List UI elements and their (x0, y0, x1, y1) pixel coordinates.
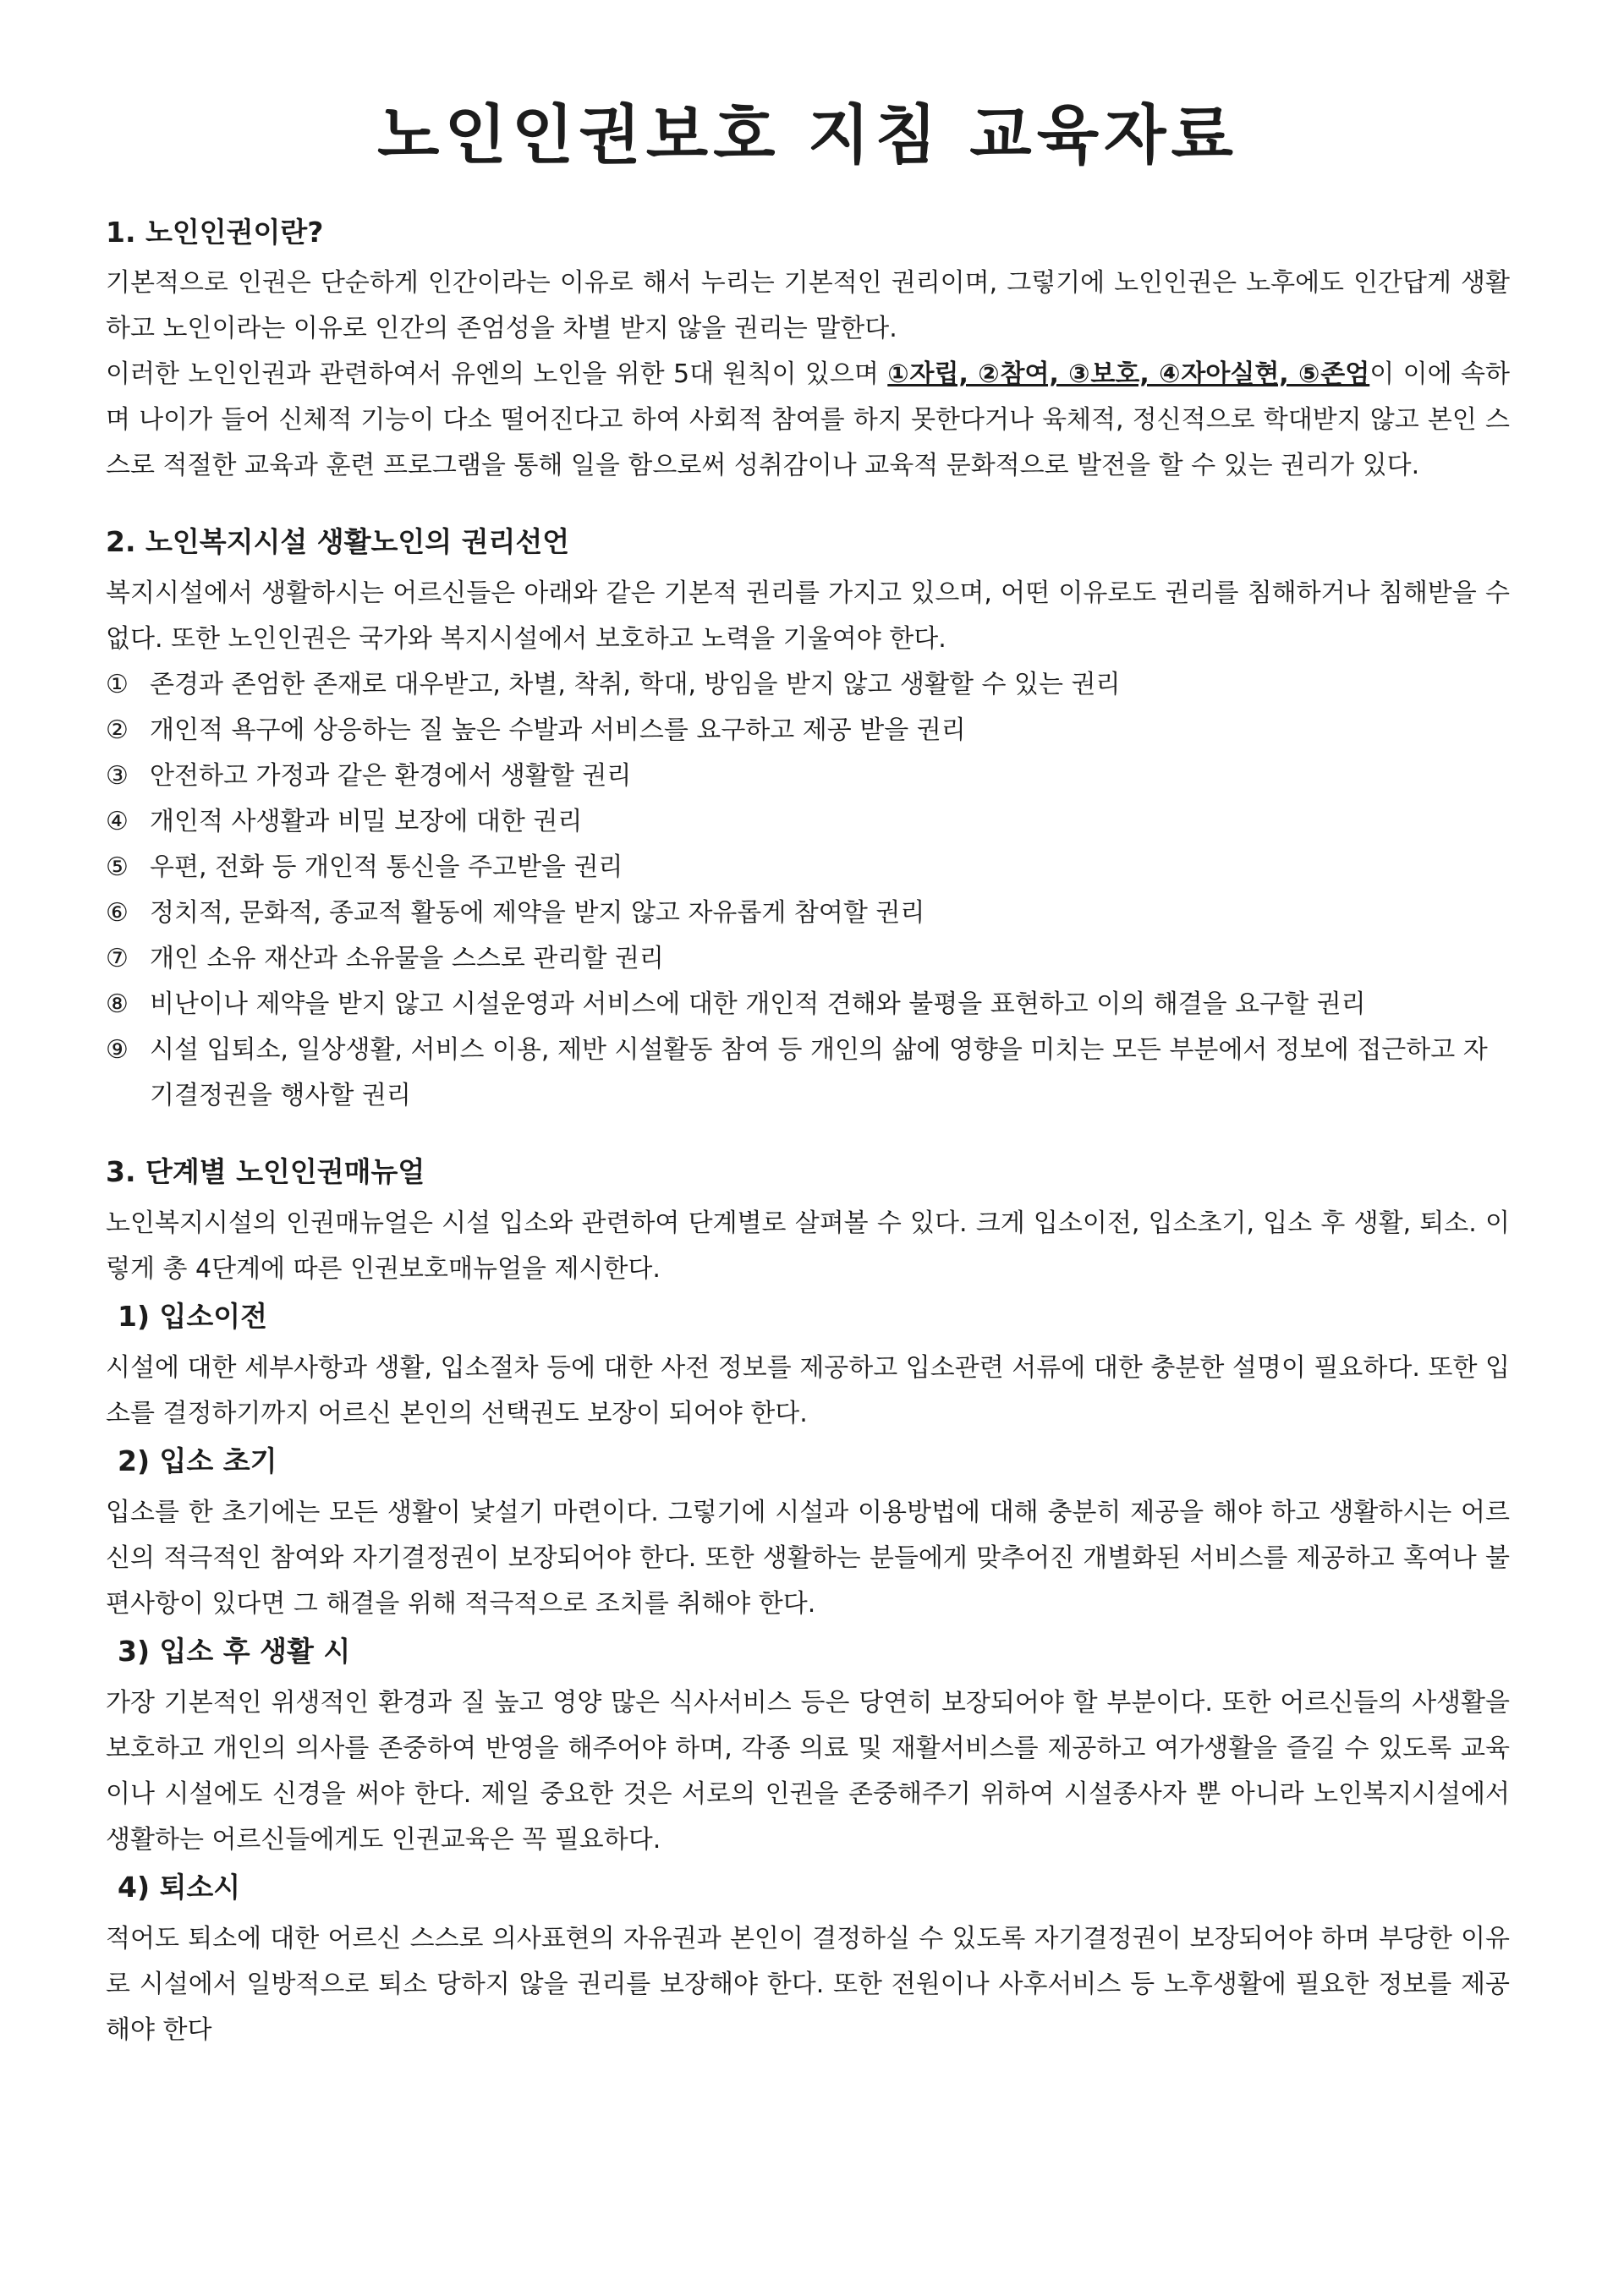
list-item (106, 708, 1510, 753)
subsection-3-text: 가장 기본적인 위생적인 환경과 질 높고 영양 많은 식사서비스 등은 당연히 보장되어야 할 부분이다. 또한 어르신들의 사생활을 보호하고 개인의 의사를 존중하여 반영을 해주어야 하며, 각종 의료 및 재활서비스를 제공하고 여가생활을 즐길 수 있도록 교육이나 시설에도 신경을 써야 한다. 제일 중요한 것은 서로의 인권을 존중해주기 위하여 시설종사자 뿐 아니라 노인복지시설에서 생활하는 어르신들에게도 인권교육은 꼭 필요하다. (106, 1687, 1510, 1855)
list-text: 존경과 존엄한 존재로 대우받고, 차별, 착취, 학대, 방임을 받지 않고 생활할 수 있는 권리 (150, 670, 1121, 700)
list-number: ⑨ (106, 1035, 129, 1066)
subsection-4-heading: 4) 퇴소시 (118, 1870, 241, 1904)
document-page (106, 97, 1510, 2053)
list-text: 시설 입퇴소, 일상생활, 서비스 이용, 제반 시설활동 참여 등 개인의 삶에 영향을 미치는 모든 부분에서 정보에 접근하고 자기결정권을 행사할 권리 (150, 1035, 1488, 1111)
section-2-heading: 2. 노인복지시설 생활노인의 권리선언 (106, 525, 570, 559)
subsection-3-heading: 3) 입소 후 생활 시 (118, 1635, 351, 1669)
list-number: ② (106, 715, 129, 746)
list-number: ① (106, 670, 129, 700)
list-item (106, 890, 1510, 936)
document-title: 노인인권보호 지침 교육자료 (377, 97, 1238, 173)
subsection-1-text: 시설에 대한 세부사항과 생활, 입소절차 등에 대한 사전 정보를 제공하고 입소관련 서류에 대한 충분한 설명이 필요하다. 또한 입소를 결정하기까지 어르신 본인의 선택권도 보장이 되어야 한다. (106, 1353, 1510, 1429)
list-text: 개인적 사생활과 비밀 보장에 대한 권리 (150, 807, 583, 837)
section-3-intro: 노인복지시설의 인권매뉴얼은 시설 입소와 관련하여 단계별로 살펴볼 수 있다. 크게 입소이전, 입소초기, 입소 후 생활, 퇴소. 이렇게 총 4단계에 따른 인권보호매뉴얼을 제시한다. (106, 1208, 1510, 1285)
list-item (106, 982, 1510, 1027)
list-item (106, 753, 1510, 799)
section-3-heading: 3. 단계별 노인인권매뉴얼 (106, 1155, 425, 1189)
section-3 (106, 1154, 1510, 2052)
subsection-2-text: 입소를 한 초기에는 모든 생활이 낯설기 마련이다. 그렇기에 시설과 이용방법에 대해 충분히 제공을 해야 하고 생활하시는 어르신의 적극적인 참여와 자기결정권이 보장되어야 한다. 또한 생활하는 분들에게 맞추어진 개별화된 서비스를 제공하고 혹여나 불편사항이 있다면 그 해결을 위해 적극적으로 조치를 취해야 한다. (106, 1498, 1510, 1619)
list-item (106, 662, 1510, 708)
list-number: ⑤ (106, 852, 129, 883)
list-text: 개인적 욕구에 상응하는 질 높은 수발과 서비스를 요구하고 제공 받을 권리 (150, 715, 966, 746)
paragraph-text: 이 이에 속하며 나이가 들어 신체적 기능이 다소 떨어진다고 하여 사회적 참여를 하지 못한다거나 육체적, 정신적으로 학대받지 않고 본인 스스로 적절한 교육과 훈련 프로그램을 통해 일을 함으로써 성취감이나 교육적 문화적으로 발전을 할 수 있는 권리가 있다. (106, 359, 1510, 481)
list-number: ⑧ (106, 989, 129, 1020)
section-1 (106, 215, 1510, 490)
section-2-intro: 복지시설에서 생활하시는 어르신들은 아래와 같은 기본적 권리를 가지고 있으며, 어떤 이유로도 권리를 침해하거나 침해받을 수 없다. 또한 노인인권은 국가와 복지시설에서 보호하고 노력을 기울여야 한다. (106, 578, 1510, 655)
list-text: 정치적, 문화적, 종교적 활동에 제약을 받지 않고 자유롭게 참여할 권리 (150, 898, 925, 929)
section-2 (106, 524, 1510, 1119)
subsection-1-heading: 1) 입소이전 (118, 1300, 268, 1334)
subsection-4-text: 적어도 퇴소에 대한 어르신 스스로 의사표현의 자유권과 본인이 결정하실 수 있도록 자기결정권이 보장되어야 하며 부당한 이유로 시설에서 일방적으로 퇴소 당하지 않을 권리를 보장해야 한다. 또한 전원이나 사후서비스 등 노후생활에 필요한 정보를 제공해야 한다 (106, 1923, 1510, 2045)
list-number: ④ (106, 807, 129, 837)
list-item (106, 1027, 1510, 1119)
section-1-heading: 1. 노인인권이란? (106, 215, 324, 249)
list-number: ⑥ (106, 898, 129, 929)
list-number: ③ (106, 761, 129, 792)
list-text: 비난이나 제약을 받지 않고 시설운영과 서비스에 대한 개인적 견해와 불평을 표현하고 이의 해결을 요구할 권리 (150, 989, 1366, 1020)
subsection-2-heading: 2) 입소 초기 (118, 1444, 277, 1478)
list-number: ⑦ (106, 944, 129, 974)
list-text: 안전하고 가정과 같은 환경에서 생활할 권리 (150, 761, 632, 792)
list-text: 우편, 전화 등 개인적 통신을 주고받을 권리 (150, 852, 623, 883)
section-1-paragraph-2 (106, 352, 1510, 489)
list-item (106, 799, 1510, 845)
un-principles-emphasis: ①자립, ②참여, ③보호, ④자아실현, ⑤존엄 (887, 359, 1370, 390)
section-1-paragraph-1: 기본적으로 인권은 단순하게 인간이라는 이유로 해서 누리는 기본적인 권리이며, 그렇기에 노인인권은 노후에도 인간답게 생활하고 노인이라는 이유로 인간의 존엄성을 차별 받지 않을 권리는 말한다. (106, 268, 1510, 344)
list-item (106, 845, 1510, 890)
list-text: 개인 소유 재산과 소유물을 스스로 관리할 권리 (150, 944, 664, 974)
rights-list (106, 662, 1510, 1119)
paragraph-text: 이러한 노인인권과 관련하여서 유엔의 노인을 위한 5대 원칙이 있으며 (106, 359, 888, 390)
list-item (106, 936, 1510, 982)
